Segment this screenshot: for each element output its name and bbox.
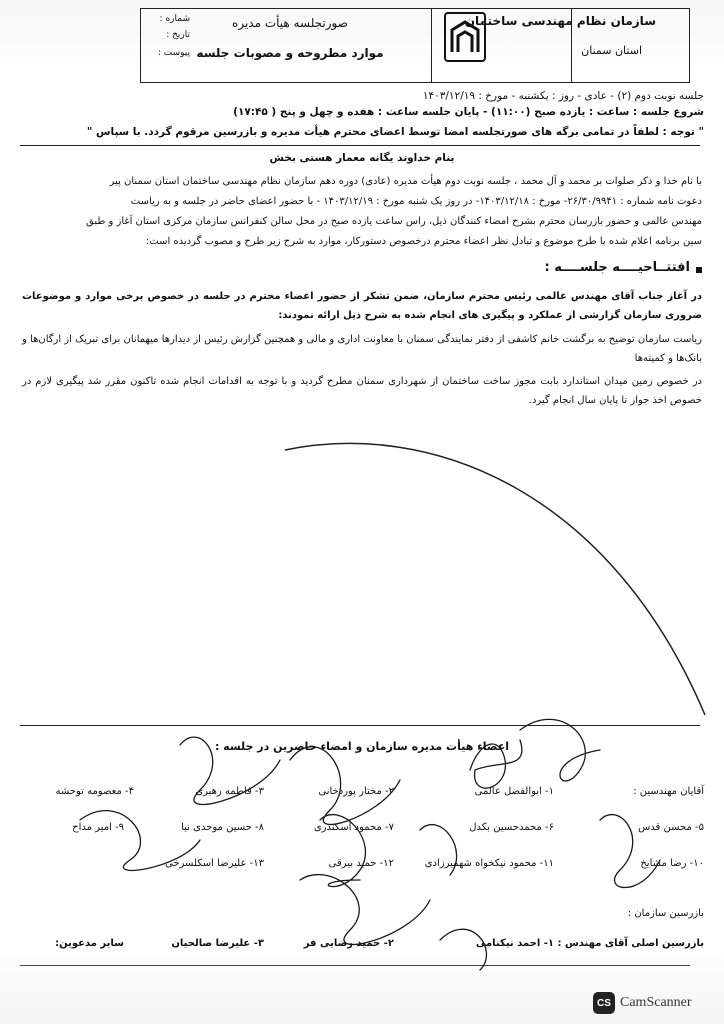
member-name: ۸- حسین موحدی نیا [181,822,264,833]
member-name: ۱۳- علیرضا اسکلسرخی [164,858,264,869]
member-name: ۱- ابوالفضل عالمی [474,786,554,797]
opening-invocation: بنام خداوند یگانه معمار هستی بخش [269,152,455,164]
intro-line: سین برنامه اعلام شده با طرح موضوع و تبادل نظر اعضاء محترم درخصوص دستورکار، موارد به شرح زیر طرح و مصوب گردیده است: [145,236,702,247]
inspector-name: ۳- علیرضا صالحیان [171,938,264,949]
inspectors-row-label: بازرسین اصلی آقای مهندس : [557,938,704,949]
document-title: صورتجلسه هیأت مدیره [232,16,348,30]
members-row [14,786,704,804]
inspector-name: ۱- احمد نیکنامی [475,938,554,949]
inspectors-row [14,938,704,956]
intro-line: مهندس عالمی و حضور بازرسان محترم بشرح امضاء کنندگان ذیل، راس ساعت یازده صبح در محل سالن کنفرانس سازمان مرکزی استان آغاز و طبق [85,216,702,227]
camscanner-icon: CS [593,992,615,1014]
organization-province: استان سمنان [581,44,642,57]
divider [20,725,700,726]
signature-notice: " توجه : لطفاً در تمامی برگه های صورتجلسه امضا توسط اعضای محترم هیأت مدیره و بازرسین مرقوم گردد. با سپاس " [86,126,704,138]
paragraph: در آغاز جناب آقای مهندس عالمی رئیس محترم سازمان، ضمن تشکر از حضور اعضاء محترم در جلسه در خصوص برخی موارد و موضوعات ضروری سازمان گزارشی از عملکرد و پیگیری های انجام شده به شرح ذیل ارائه نمودند: [22,291,702,321]
other-invitees-label: سایر مدعوین: [55,938,124,949]
inspectors-label: بازرسین سازمان : [627,908,704,919]
paragraph: در خصوص زمین میدان استاندارد بابت مجوز ساخت ساختمان از شهرداری سمنان مطرح گردید و با توجه به اقدامات انجام شده تاکنون مقرر شد پیگیری لازم در خصوص اخذ جواز تا پایان سال انجام گیرد. [22,376,702,406]
session-times: شروع جلسه : ساعت : یازده صبح (۱۱:۰۰) - پایان جلسه ساعت : هفده و چهل و پنج ( ۱۷:۴۵) [233,106,704,118]
organization-name: سازمان نظام مهندسی ساختمان [464,14,656,28]
meta-date-label: تاریخ : [166,30,190,40]
member-name: ۵- محسن قدس [638,822,704,833]
camscanner-watermark [593,989,718,1017]
header-divider [431,9,432,82]
member-name: ۲- مختار پوردخانی [318,786,394,797]
member-name: ۶- محمدحسین بکدل [469,822,554,833]
intro-line: با نام خدا و ذکر صلوات بر محمد و آل محمد ، جلسه نوبت دوم هیأت مدیره (عادی) دوره دهم سازمان نظام مهندسی ساختمان استان سمنان پیر [109,176,702,187]
member-name: ۴- معصومه توحشه [55,786,134,797]
opening-heading: افتتــاحیــــه جلســــه : [544,260,690,275]
inspector-name: ۲- حمید رضایی فر [303,938,394,949]
member-name: ۱۰- رضا مشایخ [640,858,704,869]
strikeout-curve [280,430,710,720]
member-name: ۷- محمود اسکندری [313,822,394,833]
members-row [14,822,704,840]
intro-line: دعوت نامه شماره : ۲۶/۳۰/۹۹۴۱- مورخ : ۱۴۰۳/۱۲/۱۸- در روز یک شنبه مورخ : ۱۴۰۳/۱۲/۱۹ - با حضور اعضای حاضر در جلسه و به ریاست [130,196,702,207]
bullet-square [696,267,702,273]
divider [20,965,690,966]
member-name: ۳- فاطمه رهبری [195,786,264,797]
members-row [14,858,704,876]
member-name: ۱۱- محمود نیکخواه شهمیرزادی [424,858,554,869]
meta-attachment-label: پیوست : [157,48,190,58]
member-name: ۱۲- حمید بیرقی [328,858,394,869]
camscanner-label: CamScanner [620,995,692,1010]
document-subtitle: موارد مطروحه و مصوبات جلسه [196,46,384,60]
paragraph: ریاست سازمان توضیح به برگشت خانم کاشفی از دفتر نمایندگی سمنان با معاونت اداری و مالی و همچنین گزارش رئیس از دیدارها میهمانان برای تبریک از ارگان‌ها و بانک‌ها و کمیته‌ها [22,334,702,364]
session-info: جلسه نوبت دوم (۲) - عادی - روز : یکشنبه - مورخ : ۱۴۰۳/۱۲/۱۹ [422,90,704,102]
member-name: ۹- امیر مداح [72,822,124,833]
members-title: اعضاء هیأت مدیره سازمان و امضاء حاضرین در جلسه : [214,740,510,753]
members-label: آقایان مهندسین : [633,786,704,797]
divider [20,145,700,146]
meta-number-label: شماره : [159,14,190,24]
